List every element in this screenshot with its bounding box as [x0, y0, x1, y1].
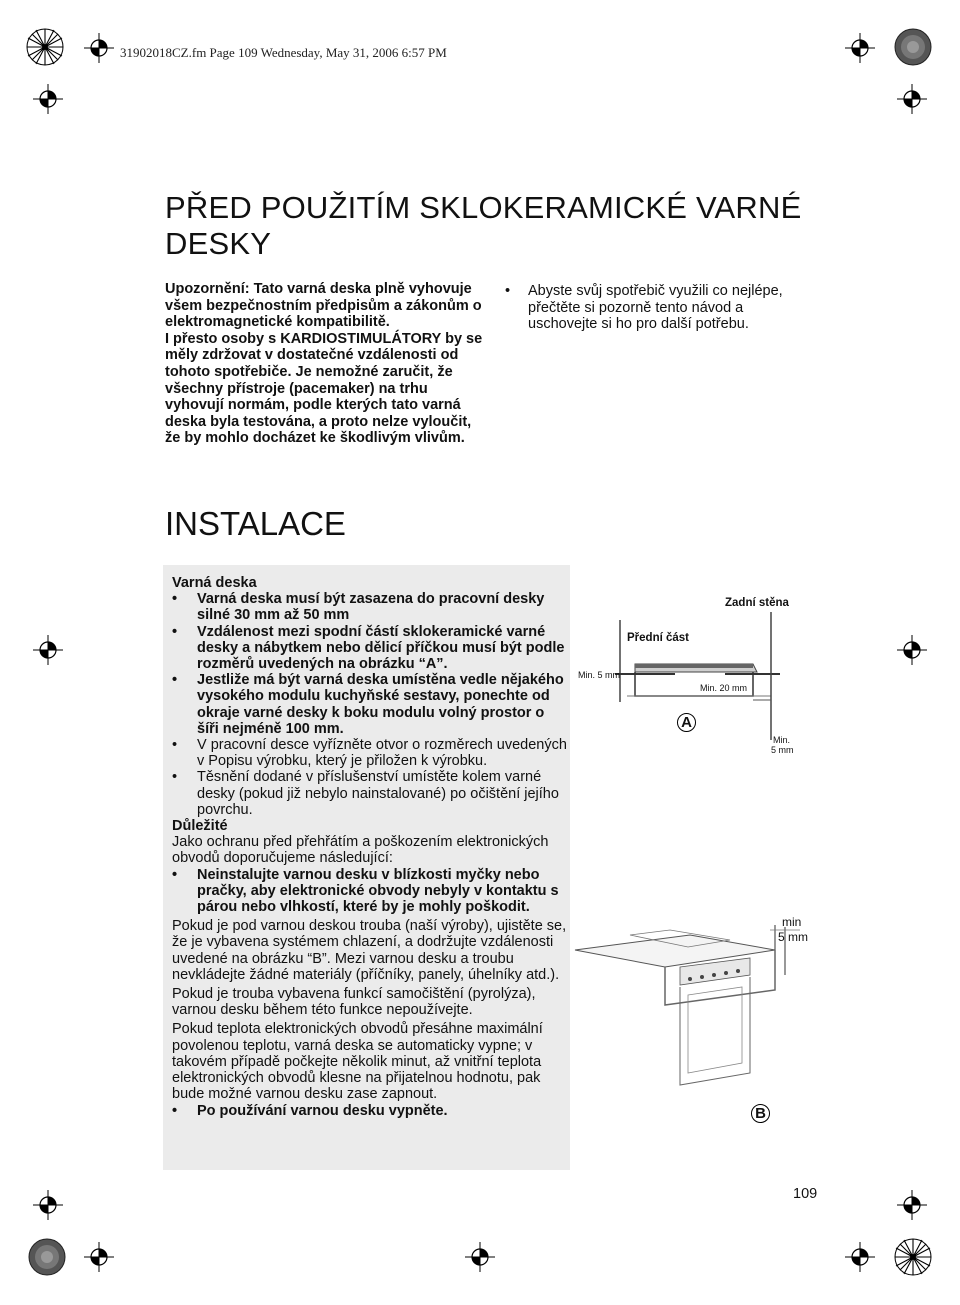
registration-mark-icon [84, 33, 114, 63]
figure-a [575, 592, 805, 762]
warning-paragraph: I přesto osoby s KARDIOSTIMULÁTORY by se měly zdržovat v dostatečné vzdálenosti od tohoto spotřebiče. Je nemožné zaručit, že všechny přístroje (pacemaker) na trhu vyhovují normám, podle kterých tato varná deska byla testována, a proto nelze vyloučit, že by mohlo docházet ke škodlivým vlivům. [165, 330, 483, 447]
registration-mark-icon [33, 635, 63, 665]
section-title: INSTALACE [165, 505, 346, 542]
registration-mark-icon [84, 1242, 114, 1272]
figure-b-min-label: min [782, 915, 802, 929]
intro-bullet [505, 283, 805, 333]
install-list [172, 591, 570, 818]
color-rosette-icon [893, 1237, 933, 1277]
page-number: 109 [793, 1186, 818, 1202]
gray-rosette-icon [27, 1237, 67, 1277]
final-list [172, 1103, 570, 1119]
list-item: • Po používání varnou desku vypněte. [172, 1102, 448, 1119]
figure-a-letter: A [677, 713, 696, 732]
color-rosette-icon [25, 27, 65, 67]
figure-a-min-label: Min. [773, 735, 791, 745]
figure-b-mm5-label: 5 mm [778, 930, 808, 944]
paragraph: Pokud je pod varnou deskou trouba (naší výroby), ujistěte se, že je vybavena systémem chlazení, a dodržujte vzdálenosti uvedené na obrázku “B”. Mezi varnou desku a troubu nevkládejte žádné materiály (příčníky, panely, úhelníky atd.). [172, 918, 567, 983]
registration-mark-icon [845, 1242, 875, 1272]
warning-block [165, 281, 483, 447]
subheading: Varná deska [172, 575, 257, 591]
gray-rosette-icon [893, 27, 933, 67]
bullet-icon: • [505, 283, 511, 299]
page-title: PŘED POUŽITÍM SKLOKERAMICKÉ VARNÉ DESKY [165, 190, 802, 261]
paragraph: Pokud teplota elektronických obvodů přesáhne maximální povolenou teplotu, varná deska se automaticky vypne; v takovém případě počkejte několik minut, až vnitřní teplota elektronických obvodů klesne na přijatelnou hodnotu, pak bude možné varnou desku zase zapnout. [172, 1021, 543, 1103]
registration-mark-icon [897, 635, 927, 665]
list-item: • Jestliže má být varná deska umístěna vedle nějakého vysokého modulu kuchyňské sestavy, ponechte od okraje varné desky k boku modulu volný prostor o šíři nejméně 100 mm. [172, 672, 564, 737]
figure-b-drawing [570, 895, 810, 1135]
figure-b-letter: B [751, 1104, 770, 1123]
list-item: • V pracovní desce vyřízněte otvor o rozměrech uvedených v Popisu výrobku, který je přiložen k výrobku. [172, 737, 567, 770]
subheading: Důležité [172, 818, 228, 835]
important-list [172, 867, 570, 916]
figure-a-min20-label: Min. 20 mm [700, 683, 748, 693]
figure-a-back-label: Zadní stěna [725, 597, 789, 609]
paragraph: Pokud je trouba vybavena funkcí samočištění (pyrolýza), varnou desku během této funkce nepoužívejte. [172, 986, 536, 1019]
registration-mark-icon [33, 84, 63, 114]
list-item: • Těsnění dodané v příslušenství umístěte kolem varné desky (pokud již nebylo nainstalované) po očištění jejího povrchu. [172, 769, 559, 818]
intro-bullet-text: Abyste svůj spotřebič využili co nejlépe, přečtěte si pozorně tento návod a uschovejte si ho pro další potřebu. [528, 283, 783, 333]
registration-mark-icon [845, 33, 875, 63]
registration-mark-icon [465, 1242, 495, 1272]
paragraph: Jako ochranu před přehřátím a poškozením elektronických obvodů doporučujeme následující: [172, 834, 549, 867]
registration-mark-icon [33, 1190, 63, 1220]
warning-paragraph: Upozornění: Tato varná deska plně vyhovuje všem bezpečnostním předpisům a zákonům o elektromagnetické kompatibilitě. [165, 281, 482, 331]
registration-mark-icon [897, 84, 927, 114]
figure-a-front-label: Přední část [627, 632, 689, 644]
list-item: • Neinstalujte varnou desku v blízkosti myčky nebo pračky, aby elektronické obvody nebyly v kontaktu s párou nebo vlhkostí, které by je mohly poškodit. [172, 866, 559, 916]
registration-mark-icon [897, 1190, 927, 1220]
install-content [172, 575, 570, 1119]
file-header-line: 31902018CZ.fm Page 109 Wednesday, May 31, 2006 6:57 PM [120, 45, 447, 60]
figure-b [570, 895, 810, 1135]
list-item: • Vzdálenost mezi spodní částí sklokeramické varné desky a nábytkem nebo dělicí příčkou musí být podle rozměrů uvedených na obrázku “A”. [172, 623, 565, 673]
figure-a-min5-label: Min. 5 mm [578, 670, 621, 680]
figure-a-mm5-label: 5 mm [771, 745, 794, 755]
list-item: • Varná deska musí být zasazena do pracovní desky silné 30 mm až 50 mm [172, 591, 545, 624]
